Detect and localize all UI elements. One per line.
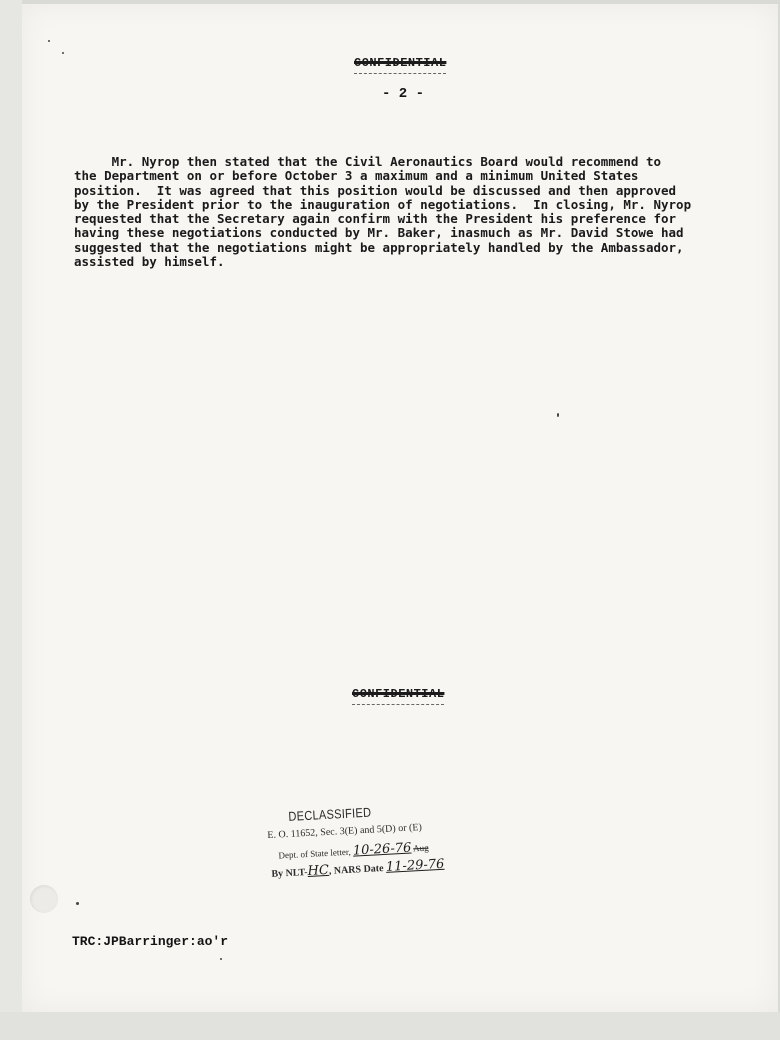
scan-speck bbox=[62, 52, 64, 54]
classification-marking-top: CONFIDENTIAL bbox=[354, 56, 447, 70]
stamp-letter-date: 10-26-76 bbox=[352, 840, 412, 859]
scan-speck bbox=[220, 958, 222, 960]
stamp-nars-label: , NARS Date bbox=[328, 863, 384, 877]
body-line: the Department on or before October 3 a maximum and a minimum United States bbox=[74, 168, 639, 184]
punch-hole bbox=[30, 885, 58, 913]
declassification-stamp bbox=[266, 798, 500, 890]
body-paragraph bbox=[74, 155, 744, 269]
scan-speck bbox=[557, 413, 559, 417]
classification-marking-bottom: CONFIDENTIAL bbox=[352, 687, 445, 701]
scan-speck bbox=[48, 40, 50, 42]
body-line: assisted by himself. bbox=[74, 254, 225, 270]
stamp-by-label: By NLT- bbox=[271, 866, 308, 880]
stamp-nars-date: 11-29-76 bbox=[385, 856, 445, 875]
page-number: - 2 - bbox=[382, 86, 425, 102]
stamp-letter-label: Dept. of State letter, bbox=[278, 846, 351, 861]
drafter-initials: TRC:JPBarringer:ao'r bbox=[72, 934, 229, 949]
body-line: requested that the Secretary again confirm with the President his preference for bbox=[74, 211, 677, 227]
stamp-by-initials: HC bbox=[307, 862, 330, 879]
stamp-title: DECLASSIFIED bbox=[288, 804, 372, 824]
body-line: suggested that the negotiations might be appropriately handled by the Ambassador, bbox=[74, 239, 684, 255]
scan-edge-left bbox=[0, 0, 22, 1040]
scan-speck bbox=[76, 902, 79, 905]
body-line: Mr. Nyrop then stated that the Civil Aeronautics Board would recommend to bbox=[74, 154, 661, 169]
body-line: having these negotiations conducted by Mr. Baker, inasmuch as Mr. David Stowe had bbox=[74, 225, 684, 241]
stamp-struck-date: Aug bbox=[412, 842, 429, 854]
body-line: by the President prior to the inauguration of negotiations. In closing, Mr. Nyrop bbox=[74, 196, 692, 212]
stamp-authority: E. O. 11652, Sec. 3(E) and 5(D) or (E) bbox=[267, 821, 423, 842]
scan-edge-bottom bbox=[0, 1012, 780, 1040]
body-line: position. It was agreed that this position would be discussed and then approved bbox=[74, 182, 677, 198]
